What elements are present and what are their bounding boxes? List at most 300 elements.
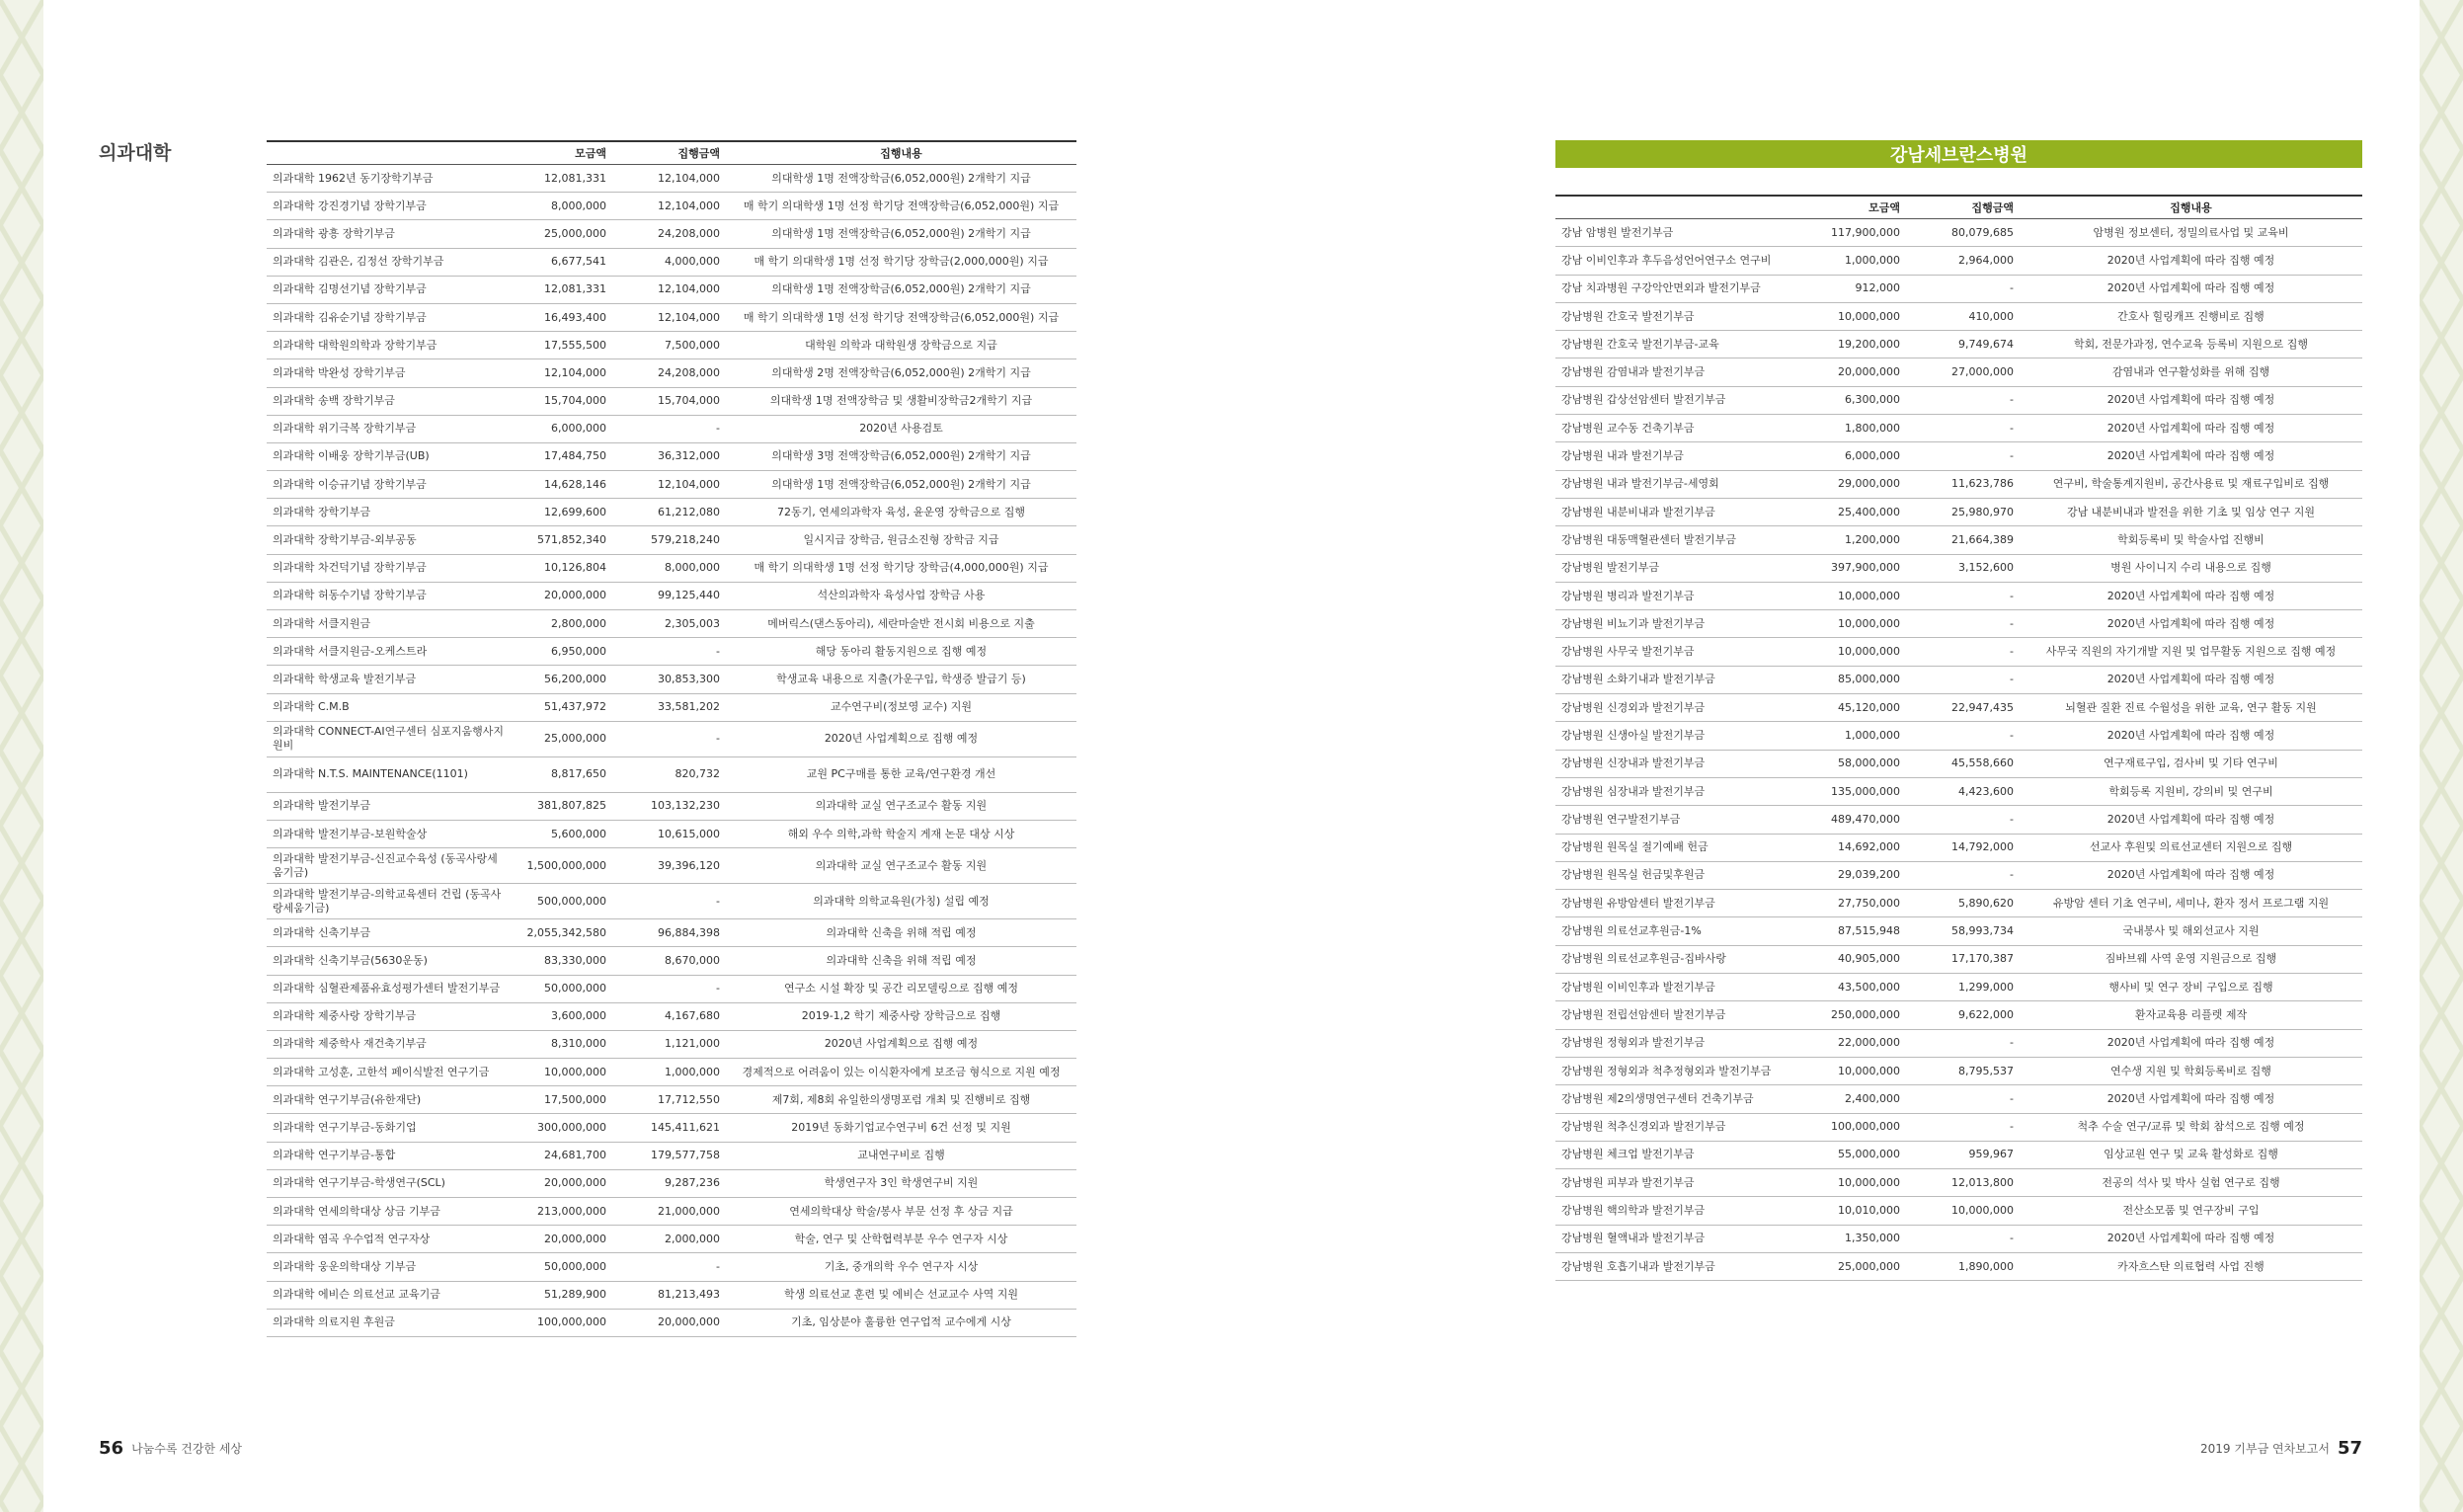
table-row	[267, 499, 1076, 526]
fund-name: 의과대학 김관은, 김정선 장학기부금	[267, 248, 514, 276]
amount-spent: 17,170,387	[1906, 945, 2020, 973]
fund-name: 의과대학 제중학사 재건축기부금	[267, 1030, 514, 1058]
spending-content: 경제적으로 어려움이 있는 이식환자에게 보조금 형식으로 지원 예정	[726, 1059, 1076, 1086]
spending-content: 카자흐스탄 의료협력 사업 진행	[2020, 1252, 2362, 1280]
amount-raised: 85,000,000	[1792, 666, 1906, 693]
footer-report-title: 2019 기부금 연차보고서	[2200, 1442, 2330, 1456]
amount-spent: -	[612, 638, 726, 666]
fund-name: 강남병원 제2의생명연구센터 건축기부금	[1555, 1085, 1792, 1113]
medical-school-table-body	[267, 165, 1076, 1337]
table-row	[1555, 331, 2362, 358]
amount-raised: 381,807,825	[514, 792, 612, 820]
spending-content: 제7회, 제8회 유일한의생명포럼 개최 및 진행비로 집행	[726, 1086, 1076, 1114]
spending-content: 암병원 정보센터, 정밀의료사업 및 교육비	[2020, 219, 2362, 247]
spending-content: 매 학기 의대학생 1명 선정 학기당 장학금(2,000,000원) 지급	[726, 248, 1076, 276]
fund-name: 의과대학 김유순기념 장학기부금	[267, 303, 514, 331]
table-row	[267, 919, 1076, 947]
left-side-pattern	[0, 0, 43, 1512]
amount-spent: 8,670,000	[612, 947, 726, 975]
fund-name: 강남병원 교수동 건축기부금	[1555, 415, 1792, 442]
fund-name: 강남병원 비뇨기과 발전기부금	[1555, 610, 1792, 638]
table-row	[267, 666, 1076, 693]
amount-raised: 29,000,000	[1792, 470, 1906, 498]
amount-spent: 99,125,440	[612, 582, 726, 609]
table-row	[1555, 442, 2362, 470]
table-row	[1555, 666, 2362, 693]
fund-name: 강남병원 연구발전기부금	[1555, 806, 1792, 834]
table-row	[1555, 610, 2362, 638]
amount-spent: 20,000,000	[612, 1309, 726, 1336]
fund-name: 강남병원 원목실 절기예배 헌금	[1555, 834, 1792, 861]
amount-spent: 15,704,000	[612, 387, 726, 415]
spending-content: 메버릭스(댄스동아리), 세란마술반 전시회 비용으로 지출	[726, 610, 1076, 638]
amount-spent: 58,993,734	[1906, 917, 2020, 945]
table-row	[1555, 582, 2362, 609]
amount-spent: -	[1906, 1113, 2020, 1141]
spending-content: 간호사 힐링캐프 진행비로 집행	[2020, 302, 2362, 330]
fund-name: 의과대학 학생교육 발전기부금	[267, 666, 514, 693]
amount-spent: 12,104,000	[612, 165, 726, 193]
fund-name: 강남병원 전립선암센터 발전기부금	[1555, 1001, 1792, 1029]
fund-name: 의과대학 고성훈, 고한석 페이식발전 연구기금	[267, 1059, 514, 1086]
fund-name: 의과대학 신축기부금	[267, 919, 514, 947]
amount-raised: 29,039,200	[1792, 861, 1906, 889]
spending-content: 연구소 시설 확장 및 공간 리모델링으로 집행 예정	[726, 975, 1076, 1002]
fund-name: 강남병원 혈액내과 발전기부금	[1555, 1225, 1792, 1252]
fund-name: 의과대학 강진경기념 장학기부금	[267, 193, 514, 220]
spending-content: 교원 PC구매를 통한 교육/연구환경 개선	[726, 756, 1076, 792]
spending-content: 의과대학 신축을 위해 적립 예정	[726, 947, 1076, 975]
fund-name: 의과대학 1962년 동기장학기부금	[267, 165, 514, 193]
fund-name: 의과대학 이배웅 장학기부금(UB)	[267, 442, 514, 470]
spending-content: 척추 수술 연구/교류 및 학회 참석으로 집행 예정	[2020, 1113, 2362, 1141]
amount-raised: 8,310,000	[514, 1030, 612, 1058]
table-row	[267, 1114, 1076, 1142]
amount-spent: -	[1906, 1225, 2020, 1252]
amount-raised: 51,437,972	[514, 693, 612, 721]
amount-raised: 20,000,000	[1792, 358, 1906, 386]
spending-content: 의대학생 1명 전액장학금(6,052,000원) 2개학기 지급	[726, 220, 1076, 248]
table-row	[267, 193, 1076, 220]
fund-name: 강남병원 대동맥혈관센터 발전기부금	[1555, 526, 1792, 554]
amount-raised: 489,470,000	[1792, 806, 1906, 834]
table-row	[267, 582, 1076, 609]
table-row	[1555, 247, 2362, 275]
amount-raised: 912,000	[1792, 275, 1906, 302]
amount-spent: -	[1906, 415, 2020, 442]
fund-name: 강남병원 갑상선암센터 발전기부금	[1555, 386, 1792, 414]
amount-raised: 12,699,600	[514, 499, 612, 526]
spending-content: 2020년 사업계획에 따라 집행 예정	[2020, 861, 2362, 889]
section-title: 의과대학	[99, 142, 172, 164]
spending-content: 강남 내분비내과 발전을 위한 기초 및 임상 연구 지원	[2020, 498, 2362, 525]
fund-name: 강남병원 체크업 발전기부금	[1555, 1141, 1792, 1168]
amount-spent: 1,299,000	[1906, 974, 2020, 1001]
amount-raised: 17,555,500	[514, 332, 612, 359]
table-row	[267, 1142, 1076, 1169]
fund-name: 강남병원 이비인후과 발전기부금	[1555, 974, 1792, 1001]
fund-name: 강남병원 원목실 헌금및후원금	[1555, 861, 1792, 889]
spending-content: 대학원 의학과 대학원생 장학금으로 지급	[726, 332, 1076, 359]
amount-spent: 4,167,680	[612, 1002, 726, 1030]
amount-raised: 25,000,000	[514, 721, 612, 756]
table-row	[1555, 1113, 2362, 1141]
table-row	[267, 756, 1076, 792]
table-row	[1555, 974, 2362, 1001]
amount-spent: -	[612, 975, 726, 1002]
fund-name: 강남병원 발전기부금	[1555, 554, 1792, 582]
amount-raised: 3,600,000	[514, 1002, 612, 1030]
amount-spent: 579,218,240	[612, 526, 726, 554]
amount-spent: 39,396,120	[612, 848, 726, 884]
fund-name: 의과대학 N.T.S. MAINTENANCE(1101)	[267, 756, 514, 792]
spending-content: 사무국 직원의 자기개발 지원 및 업무활동 지원으로 집행 예정	[2020, 638, 2362, 666]
fund-name: 의과대학 연구기부금-동화기업	[267, 1114, 514, 1142]
fund-name: 강남병원 피부과 발전기부금	[1555, 1169, 1792, 1197]
table-row	[1555, 554, 2362, 582]
spending-content: 학회, 전문가과정, 연수교육 등록비 지원으로 집행	[2020, 331, 2362, 358]
footer-slogan: 나눔수록 건강한 세상	[131, 1442, 243, 1456]
amount-raised: 8,817,650	[514, 756, 612, 792]
fund-name: 강남병원 의료선교후원금-1%	[1555, 917, 1792, 945]
amount-raised: 100,000,000	[1792, 1113, 1906, 1141]
amount-raised: 10,000,000	[514, 1059, 612, 1086]
table-row	[267, 332, 1076, 359]
table-row	[267, 554, 1076, 582]
table-row	[1555, 1057, 2362, 1084]
amount-raised: 10,000,000	[1792, 582, 1906, 609]
amount-raised: 19,200,000	[1792, 331, 1906, 358]
fund-name: 의과대학 장학기부금	[267, 499, 514, 526]
fund-name: 강남병원 정형외과 발전기부금	[1555, 1029, 1792, 1057]
table-row	[1555, 358, 2362, 386]
amount-raised: 1,000,000	[1792, 722, 1906, 750]
fund-name: 의과대학 C.M.B	[267, 693, 514, 721]
amount-spent: 12,104,000	[612, 276, 726, 303]
spending-content: 연구비, 학술통계지원비, 공간사용료 및 재료구입비로 집행	[2020, 470, 2362, 498]
amount-raised: 213,000,000	[514, 1198, 612, 1226]
amount-spent: 12,013,800	[1906, 1169, 2020, 1197]
amount-raised: 22,000,000	[1792, 1029, 1906, 1057]
amount-raised: 1,200,000	[1792, 526, 1906, 554]
amount-raised: 1,800,000	[1792, 415, 1906, 442]
page-number-left: 56	[99, 1438, 124, 1459]
footer-right	[2200, 1438, 2362, 1459]
right-side-pattern	[2420, 0, 2463, 1512]
table-row	[267, 693, 1076, 721]
spending-content: 학생 의료선교 훈련 및 에비슨 선교교수 사역 지원	[726, 1281, 1076, 1309]
medical-school-table	[267, 140, 1076, 1337]
fund-name: 의과대학 장학기부금-외부공동	[267, 526, 514, 554]
table-row	[267, 1002, 1076, 1030]
amount-raised: 250,000,000	[1792, 1001, 1906, 1029]
amount-raised: 25,000,000	[514, 220, 612, 248]
amount-raised: 25,000,000	[1792, 1252, 1906, 1280]
spending-content: 2020년 사업계획에 따라 집행 예정	[2020, 666, 2362, 693]
amount-spent: 21,664,389	[1906, 526, 2020, 554]
header-raised: 모금액	[514, 141, 612, 165]
spending-content: 기초, 임상분야 훌륭한 연구업적 교수에게 시상	[726, 1309, 1076, 1336]
amount-spent: 36,312,000	[612, 442, 726, 470]
amount-raised: 17,484,750	[514, 442, 612, 470]
spending-content: 의과대학 교실 연구조교수 활동 지원	[726, 848, 1076, 884]
table-row	[1555, 275, 2362, 302]
spending-content: 2020년 사업계획에 따라 집행 예정	[2020, 442, 2362, 470]
amount-raised: 15,704,000	[514, 387, 612, 415]
table-row	[1555, 1169, 2362, 1197]
table-row	[1555, 1029, 2362, 1057]
amount-spent: 959,967	[1906, 1141, 2020, 1168]
table-row	[267, 1059, 1076, 1086]
spending-content: 의대학생 1명 전액장학금(6,052,000원) 2개학기 지급	[726, 276, 1076, 303]
header-name	[267, 141, 514, 165]
amount-raised: 55,000,000	[1792, 1141, 1906, 1168]
header-content: 집행내용	[2020, 196, 2362, 219]
spending-content: 2020년 사업계획으로 집행 예정	[726, 721, 1076, 756]
amount-spent: 1,000,000	[612, 1059, 726, 1086]
spending-content: 해당 동아리 활동지원으로 집행 예정	[726, 638, 1076, 666]
amount-raised: 83,330,000	[514, 947, 612, 975]
fund-name: 의과대학 연구기부금(유한재단)	[267, 1086, 514, 1114]
amount-raised: 6,300,000	[1792, 386, 1906, 414]
spending-content: 연수생 지원 및 학회등록비로 집행	[2020, 1057, 2362, 1084]
amount-spent: -	[1906, 666, 2020, 693]
amount-raised: 20,000,000	[514, 1226, 612, 1253]
amount-spent: 80,079,685	[1906, 219, 2020, 247]
amount-spent: -	[612, 721, 726, 756]
amount-raised: 43,500,000	[1792, 974, 1906, 1001]
fund-name: 의과대학 연구기부금-학생연구(SCL)	[267, 1169, 514, 1197]
amount-raised: 45,120,000	[1792, 694, 1906, 722]
table-row	[267, 276, 1076, 303]
fund-name: 의과대학 의료지원 후원금	[267, 1309, 514, 1336]
spending-content: 의과대학 교실 연구조교수 활동 지원	[726, 792, 1076, 820]
amount-spent: 7,500,000	[612, 332, 726, 359]
fund-name: 강남병원 소화기내과 발전기부금	[1555, 666, 1792, 693]
amount-raised: 6,000,000	[1792, 442, 1906, 470]
header-raised: 모금액	[1792, 196, 1906, 219]
spending-content: 환자교육용 리플렛 제작	[2020, 1001, 2362, 1029]
gangnam-severance-table	[1555, 195, 2362, 1281]
spending-content: 2020년 사업계획에 따라 집행 예정	[2020, 1029, 2362, 1057]
spending-content: 의과대학 의학교육원(가칭) 설립 예정	[726, 884, 1076, 919]
table-row	[267, 1030, 1076, 1058]
fund-name: 강남병원 간호국 발전기부금-교육	[1555, 331, 1792, 358]
amount-spent: -	[1906, 442, 2020, 470]
table-row	[267, 1253, 1076, 1281]
spending-content: 2020년 사업계획에 따라 집행 예정	[2020, 1225, 2362, 1252]
footer-left	[99, 1438, 242, 1459]
table-row	[267, 820, 1076, 847]
table-row	[1555, 526, 2362, 554]
amount-spent: 2,305,003	[612, 610, 726, 638]
table-row	[1555, 890, 2362, 917]
spending-content: 석산의과학자 육성사업 장학금 사용	[726, 582, 1076, 609]
table-row	[267, 359, 1076, 387]
amount-raised: 2,400,000	[1792, 1085, 1906, 1113]
amount-raised: 10,000,000	[1792, 638, 1906, 666]
header-name	[1555, 196, 1792, 219]
spending-content: 학술, 연구 및 산학협력부분 우수 연구자 시상	[726, 1226, 1076, 1253]
amount-raised: 51,289,900	[514, 1281, 612, 1309]
fund-name: 의과대학 허동수기념 장학기부금	[267, 582, 514, 609]
fund-name: 강남병원 간호국 발전기부금	[1555, 302, 1792, 330]
spending-content: 교내연구비로 집행	[726, 1142, 1076, 1169]
amount-spent: 61,212,080	[612, 499, 726, 526]
amount-spent: -	[1906, 638, 2020, 666]
amount-raised: 24,681,700	[514, 1142, 612, 1169]
amount-raised: 12,081,331	[514, 276, 612, 303]
amount-raised: 2,800,000	[514, 610, 612, 638]
table-row	[1555, 777, 2362, 805]
amount-spent: 21,000,000	[612, 1198, 726, 1226]
fund-name: 강남병원 내분비내과 발전기부금	[1555, 498, 1792, 525]
table-row	[267, 442, 1076, 470]
table-row	[1555, 722, 2362, 750]
amount-raised: 10,000,000	[1792, 610, 1906, 638]
amount-spent: -	[1906, 582, 2020, 609]
header-spent: 집행금액	[612, 141, 726, 165]
fund-name: 의과대학 서클지원금	[267, 610, 514, 638]
table-row	[267, 471, 1076, 499]
fund-name: 강남병원 정형외과 척추정형외과 발전기부금	[1555, 1057, 1792, 1084]
amount-raised: 135,000,000	[1792, 777, 1906, 805]
fund-name: 의과대학 위기극복 장학기부금	[267, 415, 514, 442]
spending-content: 학생교육 내용으로 지출(가운구입, 학생증 발급기 등)	[726, 666, 1076, 693]
fund-name: 강남병원 호흡기내과 발전기부금	[1555, 1252, 1792, 1280]
amount-spent: 9,287,236	[612, 1169, 726, 1197]
amount-spent: 11,623,786	[1906, 470, 2020, 498]
amount-spent: -	[1906, 861, 2020, 889]
fund-name: 강남 치과병원 구강악안면외과 발전기부금	[1555, 275, 1792, 302]
spending-content: 의대학생 2명 전액장학금(6,052,000원) 2개학기 지급	[726, 359, 1076, 387]
table-row	[1555, 917, 2362, 945]
fund-name: 의과대학 CONNECT-AI연구센터 심포지움행사지원비	[267, 721, 514, 756]
fund-name: 강남병원 척추신경외과 발전기부금	[1555, 1113, 1792, 1141]
spending-content: 2020년 사용검토	[726, 415, 1076, 442]
amount-raised: 5,600,000	[514, 820, 612, 847]
amount-spent: -	[1906, 275, 2020, 302]
amount-raised: 10,000,000	[1792, 1057, 1906, 1084]
amount-raised: 571,852,340	[514, 526, 612, 554]
spending-content: 교수연구비(정보영 교수) 지원	[726, 693, 1076, 721]
table-row	[1555, 1141, 2362, 1168]
spending-content: 연세의학대상 학술/봉사 부문 선정 후 상금 지급	[726, 1198, 1076, 1226]
spending-content: 매 학기 의대학생 1명 선정 학기당 장학금(4,000,000원) 지급	[726, 554, 1076, 582]
fund-name: 의과대학 대학원의학과 장학기부금	[267, 332, 514, 359]
spending-content: 국내봉사 및 해외선교사 지원	[2020, 917, 2362, 945]
amount-spent: -	[1906, 1029, 2020, 1057]
table-row	[267, 1198, 1076, 1226]
amount-spent: 10,000,000	[1906, 1197, 2020, 1225]
fund-name: 의과대학 에비슨 의료선교 교육기금	[267, 1281, 514, 1309]
amount-spent: 2,000,000	[612, 1226, 726, 1253]
amount-raised: 6,950,000	[514, 638, 612, 666]
amount-raised: 100,000,000	[514, 1309, 612, 1336]
spending-content: 2020년 사업계획에 따라 집행 예정	[2020, 610, 2362, 638]
amount-spent: 8,000,000	[612, 554, 726, 582]
amount-spent: 1,121,000	[612, 1030, 726, 1058]
spending-content: 학회등록비 및 학술사업 진행비	[2020, 526, 2362, 554]
amount-raised: 10,126,804	[514, 554, 612, 582]
table-row	[267, 1281, 1076, 1309]
fund-name: 강남병원 신생아실 발전기부금	[1555, 722, 1792, 750]
amount-spent: 3,152,600	[1906, 554, 2020, 582]
amount-spent: -	[1906, 722, 2020, 750]
spending-content: 감염내과 연구활성화를 위해 집행	[2020, 358, 2362, 386]
fund-name: 강남병원 유방암센터 발전기부금	[1555, 890, 1792, 917]
fund-name: 의과대학 박완성 장학기부금	[267, 359, 514, 387]
spending-content: 학생연구자 3인 학생연구비 지원	[726, 1169, 1076, 1197]
spending-content: 뇌혈관 질환 진료 수월성을 위한 교육, 연구 활동 지원	[2020, 694, 2362, 722]
fund-name: 의과대학 김명선기념 장학기부금	[267, 276, 514, 303]
amount-spent: 8,795,537	[1906, 1057, 2020, 1084]
amount-spent: 12,104,000	[612, 471, 726, 499]
amount-raised: 2,055,342,580	[514, 919, 612, 947]
fund-name: 의과대학 연세의학대상 상금 기부금	[267, 1198, 514, 1226]
table-row	[267, 1169, 1076, 1197]
table-row	[1555, 638, 2362, 666]
table-row	[267, 1226, 1076, 1253]
table-row	[267, 526, 1076, 554]
amount-spent: 9,622,000	[1906, 1001, 2020, 1029]
table-row	[267, 610, 1076, 638]
amount-spent: 25,980,970	[1906, 498, 2020, 525]
amount-spent: 12,104,000	[612, 303, 726, 331]
spending-content: 2020년 사업계획에 따라 집행 예정	[2020, 275, 2362, 302]
table-row	[1555, 750, 2362, 777]
table-row	[267, 415, 1076, 442]
amount-raised: 40,905,000	[1792, 945, 1906, 973]
spending-content: 매 학기 의대학생 1명 선정 학기당 전액장학금(6,052,000원) 지급	[726, 303, 1076, 331]
fund-name: 의과대학 서클지원금-오케스트라	[267, 638, 514, 666]
amount-spent: 14,792,000	[1906, 834, 2020, 861]
amount-spent: 4,423,600	[1906, 777, 2020, 805]
amount-raised: 58,000,000	[1792, 750, 1906, 777]
fund-name: 강남병원 의료선교후원금-집바사랑	[1555, 945, 1792, 973]
table-row	[267, 1309, 1076, 1336]
amount-spent: -	[612, 884, 726, 919]
amount-raised: 117,900,000	[1792, 219, 1906, 247]
table-row	[1555, 945, 2362, 973]
fund-name: 의과대학 차건덕기념 장학기부금	[267, 554, 514, 582]
fund-name: 의과대학 웅운의학대상 기부금	[267, 1253, 514, 1281]
fund-name: 강남병원 감염내과 발전기부금	[1555, 358, 1792, 386]
amount-spent: 45,558,660	[1906, 750, 2020, 777]
header-content: 집행내용	[726, 141, 1076, 165]
table-row	[267, 1086, 1076, 1114]
table-row	[267, 947, 1076, 975]
fund-name: 강남병원 사무국 발전기부금	[1555, 638, 1792, 666]
table-row	[1555, 1197, 2362, 1225]
table-row	[267, 848, 1076, 884]
fund-name: 의과대학 발전기부금-의학교육센터 건립 (동곡사랑세움기금)	[267, 884, 514, 919]
table-row	[267, 248, 1076, 276]
fund-name: 강남병원 심장내과 발전기부금	[1555, 777, 1792, 805]
table-row	[1555, 1085, 2362, 1113]
fund-name: 강남 이비인후과 후두음성언어연구소 연구비	[1555, 247, 1792, 275]
amount-spent: -	[612, 415, 726, 442]
amount-raised: 1,350,000	[1792, 1225, 1906, 1252]
spending-content: 매 학기 의대학생 1명 선정 학기당 전액장학금(6,052,000원) 지급	[726, 193, 1076, 220]
spending-content: 2020년 사업계획에 따라 집행 예정	[2020, 415, 2362, 442]
table-row	[267, 303, 1076, 331]
table-row	[1555, 1225, 2362, 1252]
amount-spent: 2,964,000	[1906, 247, 2020, 275]
amount-spent: 27,000,000	[1906, 358, 2020, 386]
amount-spent: 410,000	[1906, 302, 2020, 330]
amount-spent: -	[1906, 806, 2020, 834]
